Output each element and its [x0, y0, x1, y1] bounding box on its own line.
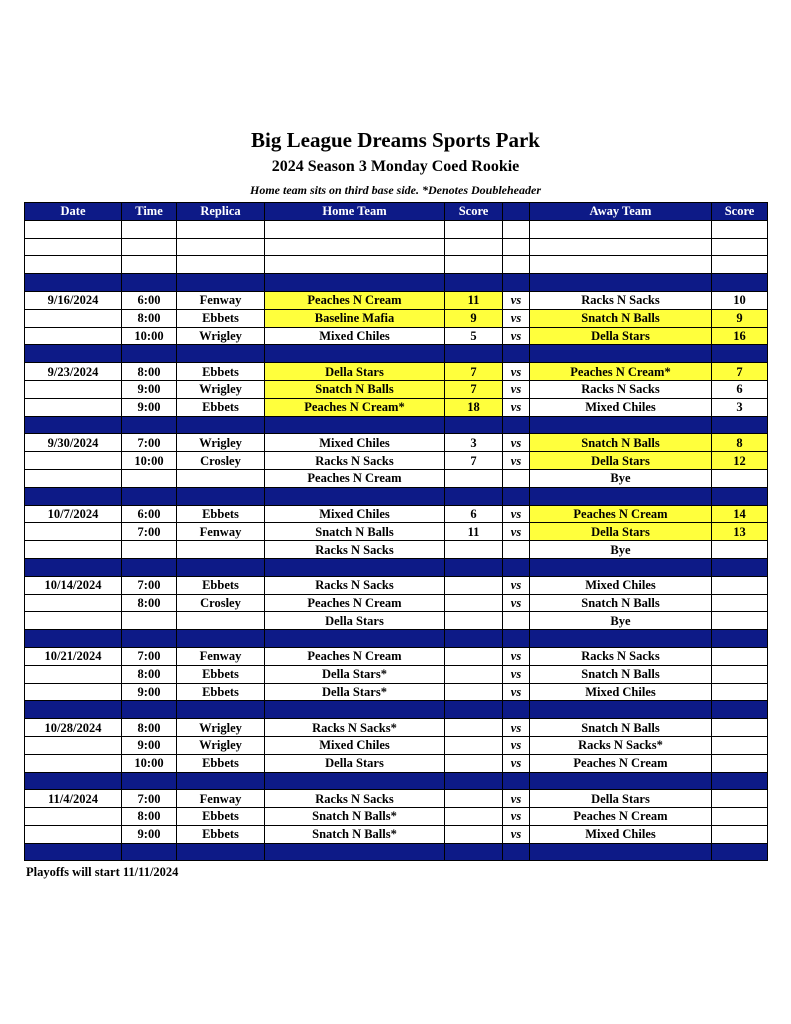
- game-date: [25, 825, 122, 843]
- game-replica: Ebbets: [177, 754, 265, 772]
- game-row: [25, 754, 768, 772]
- game-time: 7:00: [122, 523, 177, 541]
- game-home: Snatch N Balls*: [265, 808, 445, 826]
- game-away-score: 7: [712, 363, 768, 381]
- game-date: [25, 309, 122, 327]
- game-time: 8:00: [122, 594, 177, 612]
- game-date: 9/16/2024: [25, 291, 122, 309]
- game-away: Peaches N Cream: [530, 754, 712, 772]
- game-home: Peaches N Cream: [265, 291, 445, 309]
- game-time: 6:00: [122, 291, 177, 309]
- game-row: [25, 683, 768, 701]
- game-row: [25, 647, 768, 665]
- game-date: [25, 754, 122, 772]
- game-vs: vs: [503, 825, 530, 843]
- game-home: Mixed Chiles: [265, 505, 445, 523]
- game-row: [25, 612, 768, 630]
- game-away: Della Stars: [530, 327, 712, 345]
- game-home: Della Stars*: [265, 683, 445, 701]
- game-row: [25, 576, 768, 594]
- game-away: Peaches N Cream: [530, 505, 712, 523]
- week-separator: [25, 772, 768, 790]
- week-separator: [25, 274, 768, 292]
- game-date: 9/30/2024: [25, 434, 122, 452]
- game-home: Snatch N Balls: [265, 380, 445, 398]
- game-replica: Crosley: [177, 594, 265, 612]
- game-row: [25, 309, 768, 327]
- game-time: 9:00: [122, 380, 177, 398]
- game-home: Della Stars: [265, 612, 445, 630]
- game-row: [25, 291, 768, 309]
- col-away-score: Score: [712, 203, 768, 221]
- col-vs: [503, 203, 530, 221]
- game-away-score: [712, 647, 768, 665]
- game-replica: Wrigley: [177, 380, 265, 398]
- game-vs: vs: [503, 754, 530, 772]
- game-away-score: [712, 736, 768, 754]
- game-date: [25, 612, 122, 630]
- game-date: [25, 327, 122, 345]
- game-date: [25, 683, 122, 701]
- game-home: Racks N Sacks: [265, 790, 445, 808]
- game-home-score: 9: [445, 309, 503, 327]
- game-vs: vs: [503, 576, 530, 594]
- game-date: [25, 398, 122, 416]
- game-away-score: [712, 469, 768, 487]
- game-date: 9/23/2024: [25, 363, 122, 381]
- game-home: Mixed Chiles: [265, 327, 445, 345]
- game-home-score: 7: [445, 363, 503, 381]
- game-away: Della Stars: [530, 452, 712, 470]
- header-row: [25, 203, 768, 221]
- game-away: Bye: [530, 541, 712, 559]
- week-separator: [25, 630, 768, 648]
- game-date: [25, 594, 122, 612]
- game-vs: vs: [503, 363, 530, 381]
- game-away-score: [712, 612, 768, 630]
- game-vs: vs: [503, 398, 530, 416]
- game-vs: vs: [503, 808, 530, 826]
- game-away-score: [712, 541, 768, 559]
- game-time: 9:00: [122, 398, 177, 416]
- game-home-score: [445, 665, 503, 683]
- game-replica: [177, 612, 265, 630]
- game-away-score: 13: [712, 523, 768, 541]
- game-row: [25, 665, 768, 683]
- col-replica: Replica: [177, 203, 265, 221]
- game-vs: vs: [503, 683, 530, 701]
- page-subtitle: 2024 Season 3 Monday Coed Rookie: [271, 158, 520, 175]
- game-away: Racks N Sacks: [530, 647, 712, 665]
- game-replica: Fenway: [177, 647, 265, 665]
- game-time: 9:00: [122, 736, 177, 754]
- game-away: Snatch N Balls: [530, 594, 712, 612]
- game-vs: vs: [503, 380, 530, 398]
- game-home-score: [445, 469, 503, 487]
- blank-row: [25, 238, 768, 256]
- game-replica: [177, 541, 265, 559]
- game-replica: Crosley: [177, 452, 265, 470]
- game-time: 7:00: [122, 434, 177, 452]
- game-row: [25, 790, 768, 808]
- game-home-score: 18: [445, 398, 503, 416]
- week-separator: [25, 416, 768, 434]
- game-vs: vs: [503, 505, 530, 523]
- game-row: [25, 452, 768, 470]
- game-date: [25, 736, 122, 754]
- game-time: 6:00: [122, 505, 177, 523]
- game-row: [25, 719, 768, 737]
- game-date: [25, 541, 122, 559]
- game-home-score: [445, 576, 503, 594]
- game-away: Mixed Chiles: [530, 683, 712, 701]
- game-away: Snatch N Balls: [530, 719, 712, 737]
- game-date: [25, 452, 122, 470]
- game-away-score: 3: [712, 398, 768, 416]
- game-away-score: [712, 790, 768, 808]
- game-row: [25, 736, 768, 754]
- game-row: [25, 825, 768, 843]
- game-vs: vs: [503, 665, 530, 683]
- game-home: Della Stars: [265, 754, 445, 772]
- game-away: Bye: [530, 612, 712, 630]
- col-away-team: Away Team: [530, 203, 712, 221]
- game-time: 9:00: [122, 683, 177, 701]
- game-replica: Ebbets: [177, 505, 265, 523]
- game-row: [25, 434, 768, 452]
- game-vs: vs: [503, 291, 530, 309]
- game-replica: [177, 469, 265, 487]
- game-replica: Wrigley: [177, 327, 265, 345]
- game-home-score: [445, 754, 503, 772]
- game-home: Peaches N Cream: [265, 469, 445, 487]
- game-away-score: [712, 754, 768, 772]
- game-replica: Wrigley: [177, 434, 265, 452]
- schedule-table: [24, 202, 768, 861]
- week-separator: [25, 701, 768, 719]
- game-time: 7:00: [122, 790, 177, 808]
- game-away: Snatch N Balls: [530, 434, 712, 452]
- game-vs: [503, 612, 530, 630]
- game-replica: Ebbets: [177, 576, 265, 594]
- game-home: Peaches N Cream: [265, 594, 445, 612]
- game-home: Racks N Sacks*: [265, 719, 445, 737]
- header-note: Home team sits on third base side. *Denotes Doubleheader: [250, 183, 541, 197]
- game-row: [25, 469, 768, 487]
- game-away-score: 8: [712, 434, 768, 452]
- game-vs: vs: [503, 736, 530, 754]
- game-home: Peaches N Cream*: [265, 398, 445, 416]
- game-time: 8:00: [122, 665, 177, 683]
- game-home-score: 6: [445, 505, 503, 523]
- game-vs: vs: [503, 523, 530, 541]
- game-home-score: 7: [445, 380, 503, 398]
- game-home-score: [445, 825, 503, 843]
- game-away: Racks N Sacks*: [530, 736, 712, 754]
- game-time: [122, 541, 177, 559]
- game-away: Peaches N Cream: [530, 808, 712, 826]
- game-home: Racks N Sacks: [265, 452, 445, 470]
- game-vs: vs: [503, 647, 530, 665]
- game-away: Della Stars: [530, 523, 712, 541]
- game-vs: vs: [503, 790, 530, 808]
- game-time: 10:00: [122, 327, 177, 345]
- game-time: 7:00: [122, 647, 177, 665]
- col-home-team: Home Team: [265, 203, 445, 221]
- playoffs-note: Playoffs will start 11/11/2024: [26, 865, 179, 879]
- game-replica: Ebbets: [177, 683, 265, 701]
- game-home-score: [445, 541, 503, 559]
- game-home: Mixed Chiles: [265, 736, 445, 754]
- week-separator: [25, 558, 768, 576]
- game-home: Racks N Sacks: [265, 541, 445, 559]
- game-away-score: [712, 576, 768, 594]
- game-home-score: 3: [445, 434, 503, 452]
- game-away-score: [712, 594, 768, 612]
- game-row: [25, 380, 768, 398]
- week-separator: [25, 345, 768, 363]
- game-date: [25, 380, 122, 398]
- game-replica: Ebbets: [177, 363, 265, 381]
- game-away-score: 6: [712, 380, 768, 398]
- game-home-score: [445, 612, 503, 630]
- game-away: Della Stars: [530, 790, 712, 808]
- game-vs: vs: [503, 719, 530, 737]
- game-home: Baseline Mafia: [265, 309, 445, 327]
- game-home: Della Stars*: [265, 665, 445, 683]
- game-vs: vs: [503, 327, 530, 345]
- game-replica: Ebbets: [177, 808, 265, 826]
- game-home: Mixed Chiles: [265, 434, 445, 452]
- game-time: 8:00: [122, 309, 177, 327]
- game-time: 8:00: [122, 808, 177, 826]
- game-row: [25, 808, 768, 826]
- game-row: [25, 363, 768, 381]
- page-title: Big League Dreams Sports Park: [251, 128, 540, 152]
- game-time: 8:00: [122, 363, 177, 381]
- col-time: Time: [122, 203, 177, 221]
- game-home-score: 11: [445, 523, 503, 541]
- game-away: Racks N Sacks: [530, 291, 712, 309]
- game-home-score: [445, 594, 503, 612]
- game-date: 10/28/2024: [25, 719, 122, 737]
- game-home-score: 11: [445, 291, 503, 309]
- game-row: [25, 327, 768, 345]
- game-home-score: 7: [445, 452, 503, 470]
- game-home-score: 5: [445, 327, 503, 345]
- game-home: Peaches N Cream: [265, 647, 445, 665]
- game-away-score: 16: [712, 327, 768, 345]
- blank-row: [25, 220, 768, 238]
- game-vs: vs: [503, 309, 530, 327]
- game-time: 10:00: [122, 452, 177, 470]
- game-away: Snatch N Balls: [530, 665, 712, 683]
- game-time: [122, 612, 177, 630]
- game-home-score: [445, 647, 503, 665]
- week-separator: [25, 487, 768, 505]
- game-home: Snatch N Balls: [265, 523, 445, 541]
- game-date: [25, 469, 122, 487]
- game-home: Della Stars: [265, 363, 445, 381]
- game-home-score: [445, 736, 503, 754]
- game-away-score: [712, 719, 768, 737]
- game-away: Mixed Chiles: [530, 398, 712, 416]
- game-date: 11/4/2024: [25, 790, 122, 808]
- game-away-score: [712, 808, 768, 826]
- col-date: Date: [25, 203, 122, 221]
- game-time: 7:00: [122, 576, 177, 594]
- game-date: 10/7/2024: [25, 505, 122, 523]
- game-date: [25, 523, 122, 541]
- week-separator: [25, 843, 768, 861]
- game-away: Bye: [530, 469, 712, 487]
- game-row: [25, 398, 768, 416]
- game-replica: Fenway: [177, 790, 265, 808]
- game-time: 8:00: [122, 719, 177, 737]
- game-vs: [503, 541, 530, 559]
- game-replica: Wrigley: [177, 719, 265, 737]
- game-away: Snatch N Balls: [530, 309, 712, 327]
- game-vs: [503, 469, 530, 487]
- game-vs: vs: [503, 452, 530, 470]
- game-home-score: [445, 719, 503, 737]
- game-row: [25, 541, 768, 559]
- game-replica: Ebbets: [177, 665, 265, 683]
- game-row: [25, 523, 768, 541]
- blank-row: [25, 256, 768, 274]
- game-vs: vs: [503, 594, 530, 612]
- game-away-score: 12: [712, 452, 768, 470]
- game-date: [25, 808, 122, 826]
- game-away-score: 14: [712, 505, 768, 523]
- game-away: Peaches N Cream*: [530, 363, 712, 381]
- game-date: 10/14/2024: [25, 576, 122, 594]
- game-row: [25, 505, 768, 523]
- game-home-score: [445, 790, 503, 808]
- game-replica: Ebbets: [177, 825, 265, 843]
- game-away-score: 10: [712, 291, 768, 309]
- game-away-score: 9: [712, 309, 768, 327]
- col-home-score: Score: [445, 203, 503, 221]
- game-row: [25, 594, 768, 612]
- game-replica: Fenway: [177, 523, 265, 541]
- game-replica: Fenway: [177, 291, 265, 309]
- game-vs: vs: [503, 434, 530, 452]
- game-away: Mixed Chiles: [530, 825, 712, 843]
- game-home-score: [445, 683, 503, 701]
- game-time: 9:00: [122, 825, 177, 843]
- game-replica: Ebbets: [177, 309, 265, 327]
- game-date: [25, 665, 122, 683]
- game-away: Racks N Sacks: [530, 380, 712, 398]
- game-away: Mixed Chiles: [530, 576, 712, 594]
- game-time: 10:00: [122, 754, 177, 772]
- game-home: Racks N Sacks: [265, 576, 445, 594]
- game-home: Snatch N Balls*: [265, 825, 445, 843]
- game-away-score: [712, 665, 768, 683]
- game-replica: Wrigley: [177, 736, 265, 754]
- game-time: [122, 469, 177, 487]
- game-away-score: [712, 683, 768, 701]
- game-home-score: [445, 808, 503, 826]
- game-date: 10/21/2024: [25, 647, 122, 665]
- game-away-score: [712, 825, 768, 843]
- game-replica: Ebbets: [177, 398, 265, 416]
